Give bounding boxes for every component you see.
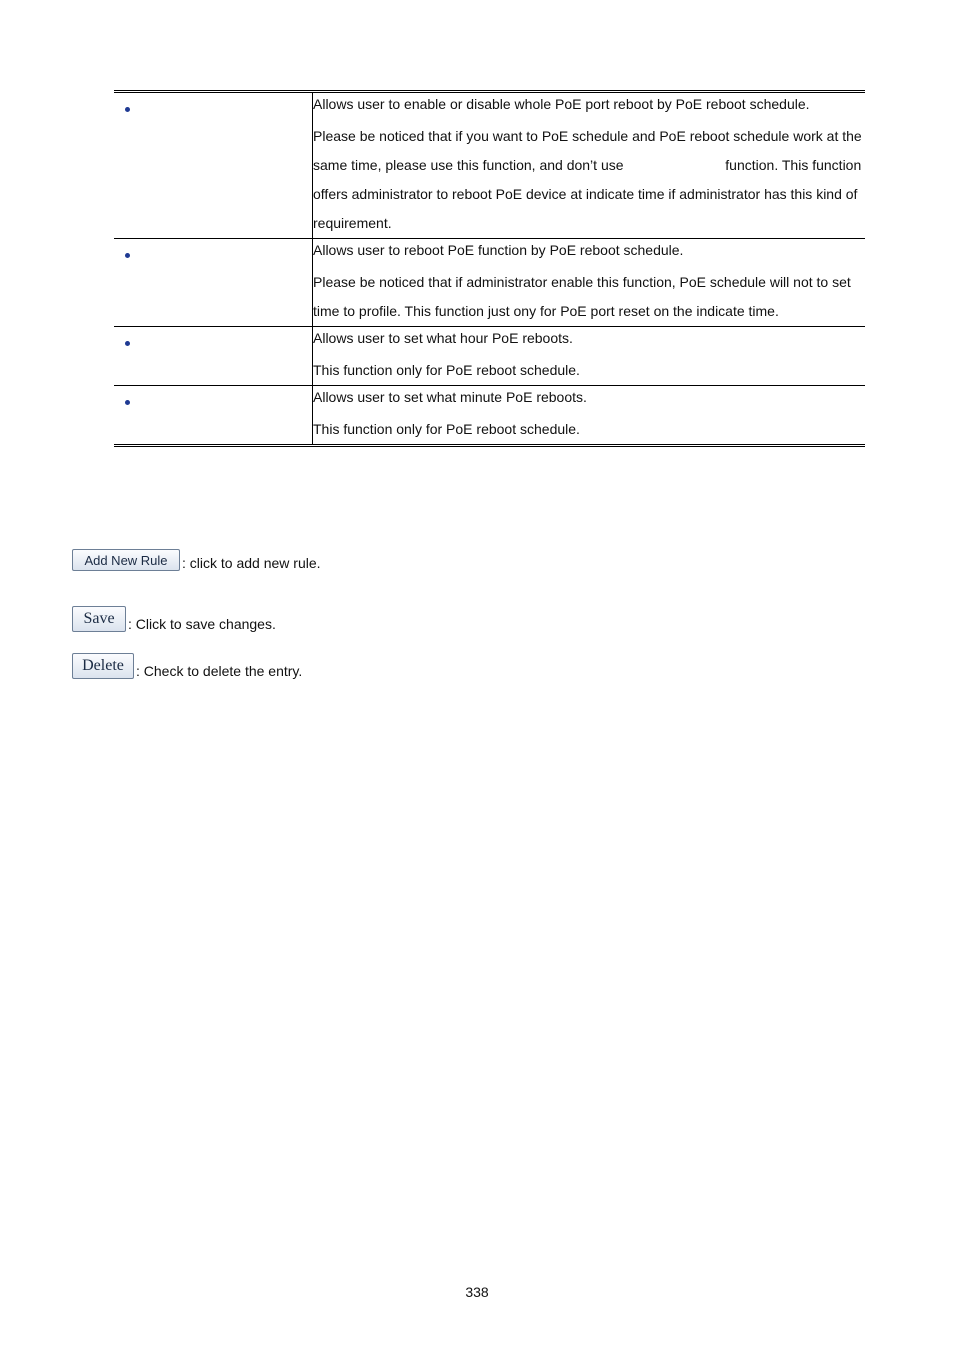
description-text: Please be noticed that if administrator enable this function, PoE schedule will not to set time to profile. This function just ony for PoE port reset on the indicate time. bbox=[313, 274, 851, 319]
table-row bbox=[114, 239, 865, 327]
save-row bbox=[72, 606, 276, 632]
description-text: Allows user to set what hour PoE reboots. bbox=[313, 330, 573, 346]
add-new-rule-button[interactable]: Add New Rule bbox=[72, 549, 180, 571]
description-cell bbox=[313, 386, 866, 446]
description-text: Allows user to reboot PoE function by PoE reboot schedule. bbox=[313, 242, 684, 258]
page-number: 338 bbox=[465, 1284, 489, 1300]
description-cell bbox=[313, 327, 866, 386]
save-description: : Click to save changes. bbox=[128, 616, 276, 632]
parameter-cell bbox=[114, 239, 313, 327]
description-text: This function only for PoE reboot schedule. bbox=[313, 362, 580, 378]
parameter-cell bbox=[114, 327, 313, 386]
delete-row bbox=[72, 653, 302, 679]
description-text: Please be noticed that if you want to PoE schedule and PoE reboot schedule work at the same time, please use this function, and don’t use function. This function offers administrator to reboot PoE device at indicate time if administrator has this kind of requirement. bbox=[313, 128, 862, 231]
parameter-table bbox=[114, 90, 865, 447]
bullet-icon bbox=[125, 107, 130, 112]
bullet-icon bbox=[125, 253, 130, 258]
description-text: Allows user to set what minute PoE reboots. bbox=[313, 389, 587, 405]
parameter-cell bbox=[114, 92, 313, 239]
table-row bbox=[114, 92, 865, 239]
delete-description: : Check to delete the entry. bbox=[136, 663, 303, 679]
table-row bbox=[114, 327, 865, 386]
save-button[interactable]: Save bbox=[72, 606, 126, 632]
parameter-cell bbox=[114, 386, 313, 446]
description-text: Allows user to enable or disable whole PoE port reboot by PoE reboot schedule. bbox=[313, 96, 810, 112]
description-cell bbox=[313, 92, 866, 239]
bullet-icon bbox=[125, 400, 130, 405]
table-row bbox=[114, 386, 865, 446]
bullet-icon bbox=[125, 341, 130, 346]
delete-button[interactable]: Delete bbox=[72, 653, 134, 679]
add-new-rule-row bbox=[72, 549, 321, 571]
add-new-rule-description: : click to add new rule. bbox=[182, 555, 321, 571]
description-cell bbox=[313, 239, 866, 327]
description-text: This function only for PoE reboot schedule. bbox=[313, 421, 580, 437]
